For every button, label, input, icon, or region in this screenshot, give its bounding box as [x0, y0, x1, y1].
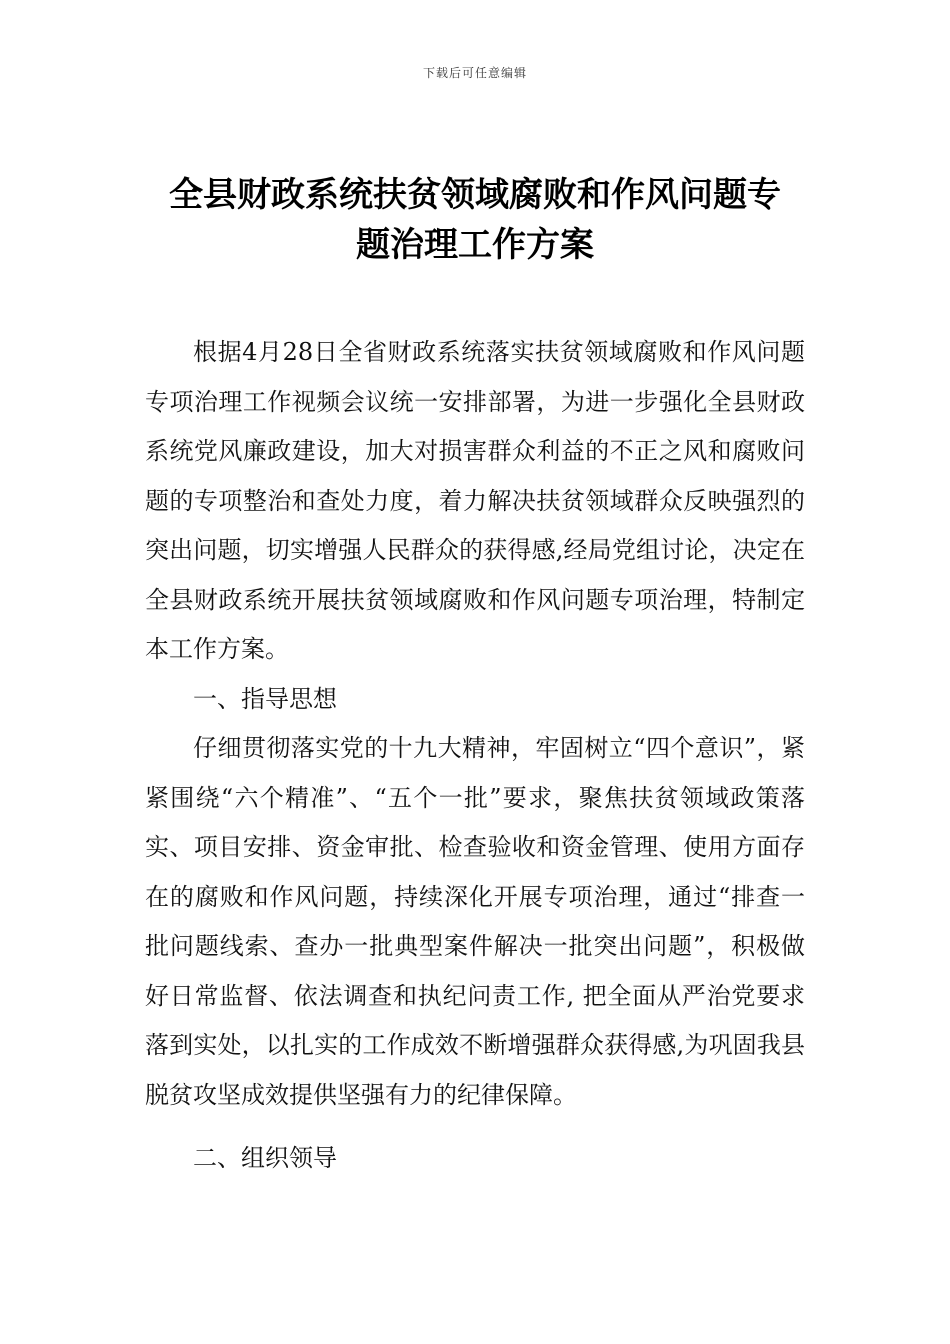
- header-note: 下载后可任意编辑: [422, 66, 527, 80]
- section-heading-organization: 二、组织领导: [193, 1144, 337, 1172]
- title-line-1: 全县财政系统扶贫领域腐败和作风问题专: [169, 175, 781, 215]
- document-body: [145, 328, 805, 1184]
- intro-paragraph: 根据4月28日全省财政系统落实扶贫领域腐败和作风问题专项治理工作视频会议统一安排部署，为进一步强化全县财政系统党风廉政建设，加大对损害群众利益的不正之风和腐败问题的专项整治和查处力度，着力解决扶贫领域群众反映强烈的突出问题，切实增强人民群众的获得感,经局党组讨论，决定在全县财政系统开展扶贫领域腐败和作风问题专项治理，特制定本工作方案。: [145, 338, 805, 663]
- guiding-thought-paragraph: 仔细贯彻落实党的十九大精神，牢固树立“四个意识”，紧紧围绕“六个精准”、“五个一批”要求，聚焦扶贫领域政策落实、项目安排、资金审批、检查验收和资金管理、使用方面存在的腐败和作风问题，持续深化开展专项治理，通过“排查一批问题线索、查办一批典型案件解决一批突出问题”，积极做好日常监督、依法调查和执纪问责工作, 把全面从严治党要求落到实处，以扎实的工作成效不断增强群众获得感,为巩固我县脱贫攻坚成效提供坚强有力的纪律保障。: [145, 734, 805, 1109]
- section-heading-guiding-thought: 一、指导思想: [193, 684, 337, 713]
- document-title: [140, 170, 810, 270]
- title-line-2: 题治理工作方案: [356, 225, 594, 265]
